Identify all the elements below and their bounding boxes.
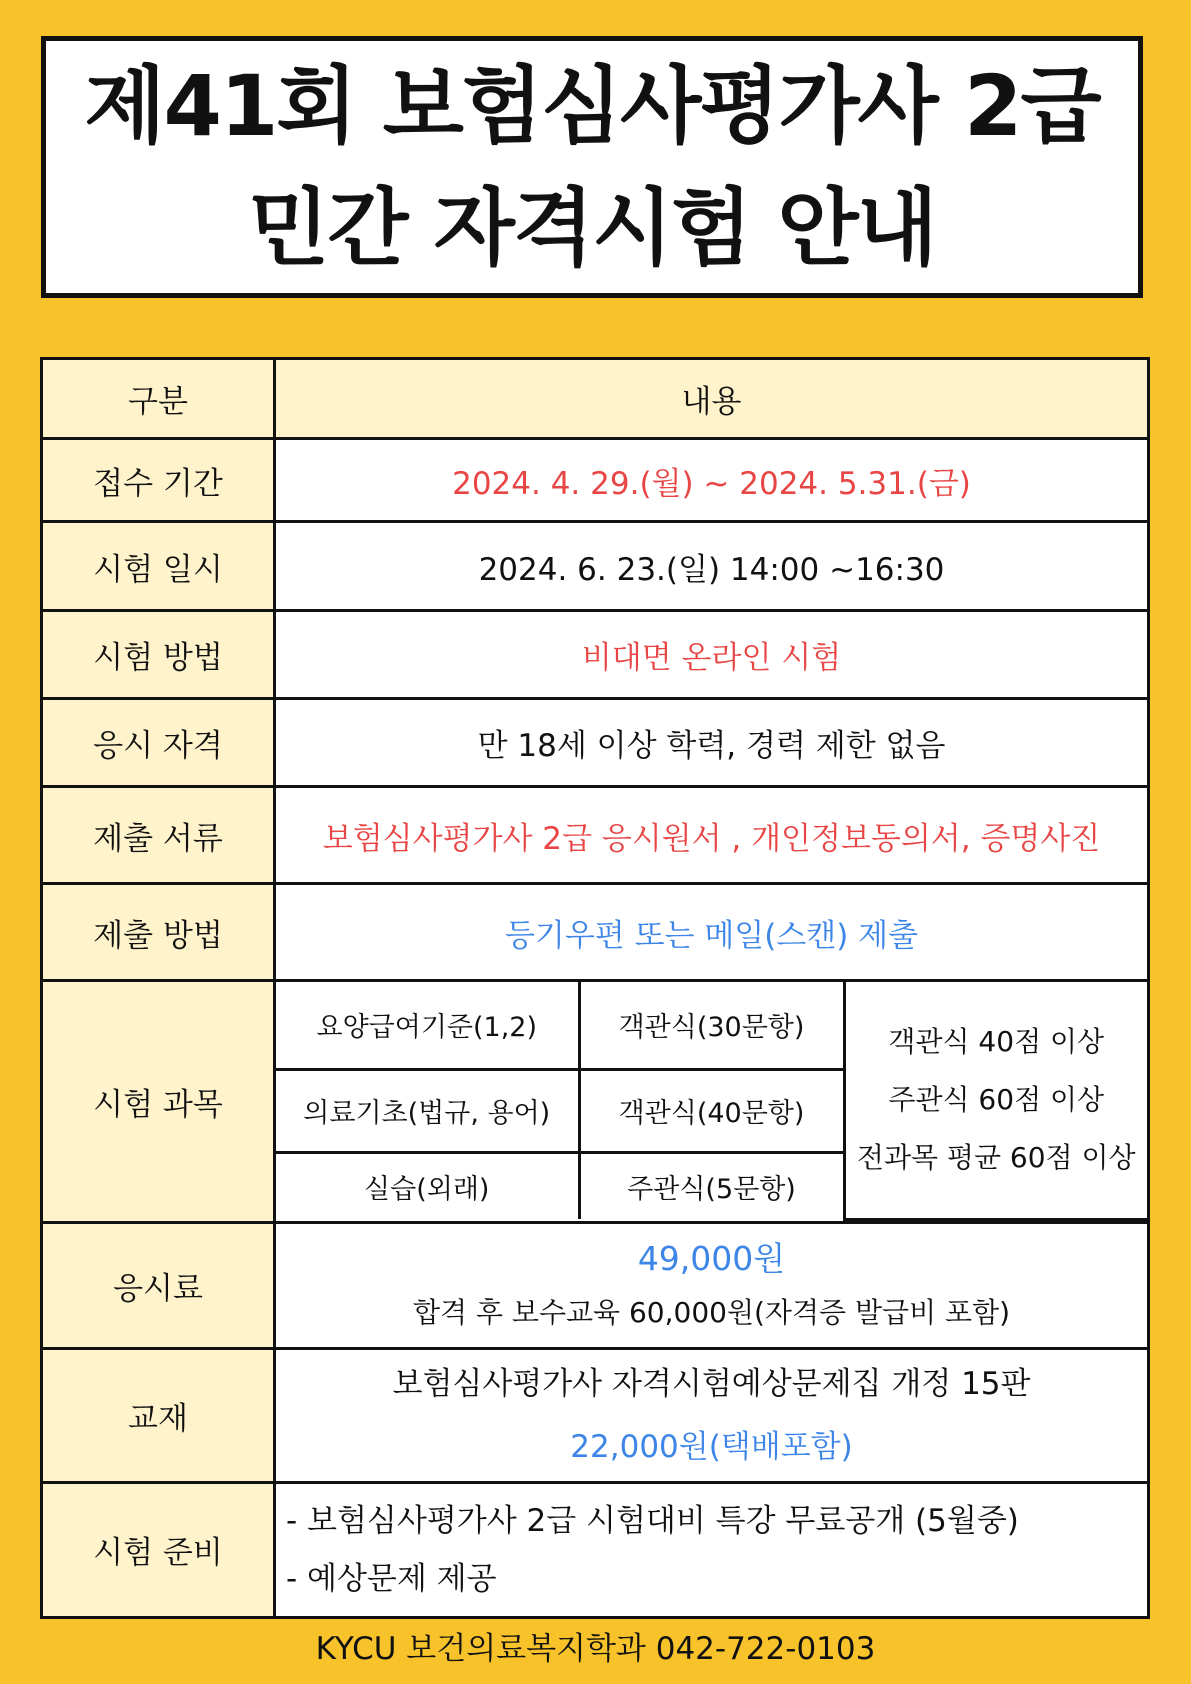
table-row: [42, 1348, 1149, 1482]
row-label-subjects: 시험 과목: [42, 981, 275, 1223]
textbook-price: 22,000원(택배포함): [570, 1429, 853, 1465]
fee-note: 합격 후 보수교육 60,000원(자격증 발급비 포함): [412, 1296, 1011, 1329]
subject-name: 실습(외래): [276, 1152, 579, 1219]
pass-criteria: [844, 982, 1147, 1219]
row-label-fee: 응시료: [42, 1222, 275, 1348]
preparation-item: - 예상문제 제공: [286, 1560, 497, 1597]
fee-cell: [275, 1222, 1149, 1348]
table-row: [42, 884, 1149, 981]
table-row: [42, 439, 1149, 522]
table-row: [42, 611, 1149, 699]
table-row: [42, 787, 1149, 884]
row-label-application-period: 접수 기간: [42, 439, 275, 522]
table-row: [42, 522, 1149, 611]
subject-type: 주관식(5문항): [579, 1152, 844, 1219]
subjects-table: [276, 982, 1147, 1221]
table-row: [42, 1222, 1149, 1348]
criteria-line: 전과목 평균 60점 이상: [856, 1140, 1136, 1174]
row-label-textbook: 교재: [42, 1348, 275, 1482]
page-title-line-2: 민간 자격시험 안내: [248, 179, 936, 277]
subject-name: 의료기초(법규, 용어): [276, 1069, 579, 1152]
row-label-eligibility: 응시 자격: [42, 699, 275, 787]
header-content: 내용: [275, 359, 1149, 439]
subject-name: 요양급여기준(1,2): [276, 982, 579, 1069]
header-label: 구분: [42, 359, 275, 439]
row-label-documents: 제출 서류: [42, 787, 275, 884]
table-row: [42, 1482, 1149, 1617]
fee-amount: 49,000원: [637, 1239, 786, 1278]
table-header-row: [42, 359, 1149, 439]
criteria-line: 주관식 60점 이상: [888, 1082, 1105, 1116]
table-row: [42, 699, 1149, 787]
row-label-exam-datetime: 시험 일시: [42, 522, 275, 611]
page-title-line-1: 제41회 보험심사평가사 2급: [84, 57, 1100, 155]
eligibility-value: 만 18세 이상 학력, 경력 제한 없음: [275, 699, 1149, 787]
title-box: [41, 36, 1143, 298]
textbook-cell: [275, 1348, 1149, 1482]
subject-type: 객관식(40문항): [579, 1069, 844, 1152]
textbook-title: 보험심사평가사 자격시험예상문제집 개정 15판: [392, 1366, 1031, 1402]
submission-value: 등기우편 또는 메일(스캔) 제출: [275, 884, 1149, 981]
preparation-item: - 보험심사평가사 2급 시험대비 특강 무료공개 (5월중): [286, 1502, 1019, 1539]
documents-value: 보험심사평가사 2급 응시원서 , 개인정보동의서, 증명사진: [275, 787, 1149, 884]
row-label-preparation: 시험 준비: [42, 1482, 275, 1617]
exam-method-value: 비대면 온라인 시험: [275, 611, 1149, 699]
row-label-exam-method: 시험 방법: [42, 611, 275, 699]
row-label-submission: 제출 방법: [42, 884, 275, 981]
application-period-value: 2024. 4. 29.(월) ~ 2024. 5.31.(금): [275, 439, 1149, 522]
table-row: [42, 981, 1149, 1223]
footer-contact: KYCU 보건의료복지학과 042-722-0103: [315, 1631, 876, 1667]
preparation-cell: [275, 1482, 1149, 1617]
subjects-cell: [275, 981, 1149, 1223]
criteria-line: 객관식 40점 이상: [888, 1024, 1105, 1058]
subject-type: 객관식(30문항): [579, 982, 844, 1069]
exam-datetime-value: 2024. 6. 23.(일) 14:00 ~16:30: [275, 522, 1149, 611]
info-table: [40, 357, 1150, 1619]
